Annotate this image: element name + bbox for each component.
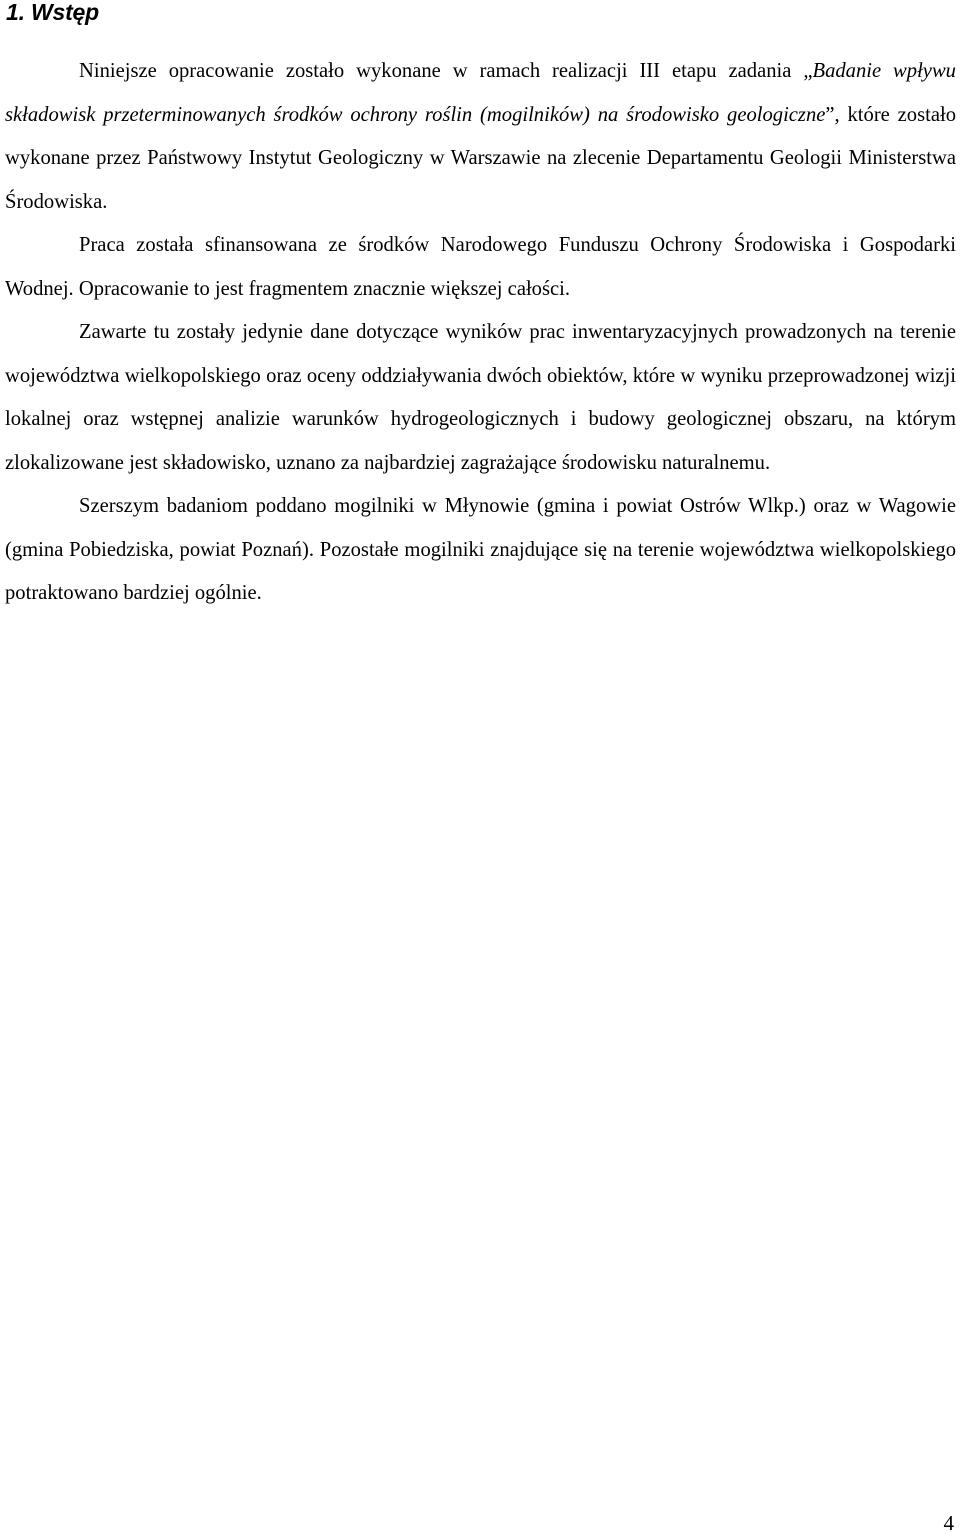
document-body [5,50,956,616]
paragraph-funding: Praca została sfinansowana ze środków Narodowego Funduszu Ochrony Środowiska i Gospodarki Wodnej. Opracowanie to jest fragmentem znacznie większej całości. [5,234,956,300]
quote-open: „ [803,60,813,82]
intro-lead-text: Niniejsze opracowanie zostało wykonane w ramach realizacji III etapu zadania [79,60,792,82]
paragraph-sites: Szerszym badaniom poddano mogilniki w Młynowie (gmina i powiat Ostrów Wlkp.) oraz w Wagowie (gmina Pobiedziska, powiat Poznań). Pozostałe mogilniki znajdujące się na terenie województwa wielkopolskiego potraktowano bardziej ogólnie. [5,495,956,604]
intro-rest-text: , które zostało wykonane przez Państwowy Instytut Geologiczny w Warszawie na zlecenie Departamentu Geologii Ministerstwa Środowiska. [5,103,956,213]
page-number: 4 [943,1511,954,1535]
task-title: Badanie wpływu składowisk przeterminowanych środków ochrony roślin (mogilników) na środowisko geologiczne [5,60,956,126]
section-title: Wstęp [31,0,100,25]
section-heading [6,0,99,27]
paragraph-scope: Zawarte tu zostały jedynie dane dotyczące wyników prac inwentaryzacyjnych prowadzonych na terenie województwa wielkopolskiego oraz oceny oddziaływania dwóch obiektów, które w wyniku przeprowadzonej wizji lokalnej oraz wstępnej analizie warunków hydrogeologicznych i budowy geologicznej obszaru, na którym zlokalizowane jest składowisko, uznano za najbardziej zagrażające środowisku naturalnemu. [5,321,956,474]
quote-close: ” [825,103,835,126]
section-number: 1. [6,0,25,25]
paragraph-intro [5,50,956,224]
